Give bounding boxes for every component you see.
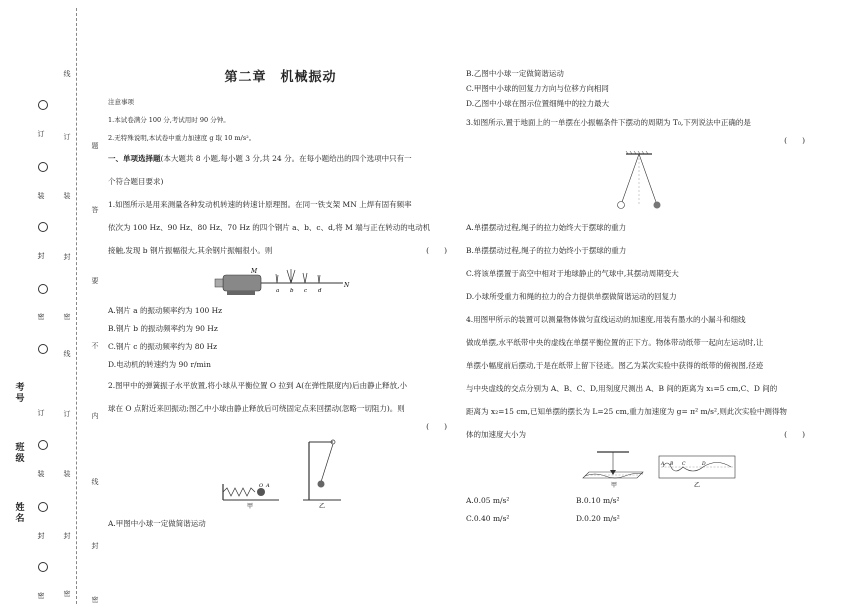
seal-side-char: 装	[37, 192, 45, 200]
q3-pendulum-figure	[604, 150, 674, 214]
section-heading-rest: (本大题共 8 小题,每小题 3 分,共 24 分。在每小题给出的四个选项中只有一	[160, 154, 412, 163]
binding-line	[76, 8, 77, 604]
seal-side-char: 封	[37, 532, 45, 540]
seal-side-char: 密	[37, 592, 45, 600]
fig-label-d: d	[317, 288, 322, 294]
q4-label-d: D	[701, 462, 706, 467]
q3-option-b: B.单摆摆动过程,绳子的拉力始终小于摆球的重力	[466, 246, 627, 255]
seal-side-char: 密	[37, 313, 45, 321]
q4-label-c: C	[681, 462, 685, 467]
q4-label-yi: 乙	[693, 482, 700, 489]
seal-side-char: 装	[37, 470, 45, 478]
q4-answer-paren: ( )	[784, 430, 805, 439]
q1-line1: 1.如图所示是用来测量各种发动机转速的转速计原理图。在同一铁支架 MN 上焊有固有频率	[108, 200, 412, 209]
q2-label-o: O	[258, 483, 263, 489]
exam-number-label: 考号	[15, 383, 25, 404]
margin-note: 答	[91, 206, 99, 214]
margin-note: 不	[91, 342, 99, 350]
seal-circle	[38, 100, 48, 110]
margin-note: 封	[91, 542, 99, 550]
q1-option-a: A.钢片 a 的振动频率约为 100 Hz	[108, 306, 223, 315]
q3-option-a: A.单摆摆动过程,绳子的拉力始终大于摆球的重力	[466, 223, 627, 232]
seal-char: 线	[63, 70, 71, 78]
q1-line3	[108, 239, 453, 262]
seal-char: 封	[63, 253, 71, 261]
section-heading-bold: 一、单项选择题	[108, 154, 161, 163]
margin-note: 内	[91, 412, 99, 420]
margin-note: 线	[91, 478, 99, 486]
q4-label-jia: 甲	[610, 482, 617, 489]
seal-char: 装	[63, 192, 71, 200]
seal-side-char: 订	[37, 130, 45, 138]
q1-line2: 依次为 100 Hz、90 Hz、80 Hz、70 Hz 的四个钢片 a、b、c、d,将 M 端与正在转动的电动机	[108, 223, 431, 232]
right-column	[466, 66, 811, 528]
seal-circle	[38, 222, 48, 232]
seal-circle	[38, 562, 48, 572]
section-heading	[108, 147, 453, 170]
q2-option-c: C.甲图中小球的回复力方向与位移方向相同	[466, 84, 609, 93]
margin-note: 密	[91, 596, 99, 604]
margin-note: 题	[91, 142, 99, 150]
q2-option-d: D.乙图中小球在图示位置细绳中的拉力最大	[466, 99, 610, 108]
seal-circle	[38, 502, 48, 512]
q3-answer-paren: ( )	[784, 136, 805, 145]
q3-line1: 3.如图所示,置于地面上的一单摆在小振幅条件下摆动的周期为 T₀,下列说法中正确的是	[466, 118, 751, 127]
seal-side-char: 订	[37, 409, 45, 417]
section-heading-line2: 个符合题目要求)	[108, 177, 164, 186]
q2-option-a: A.甲图中小球一定做简谐运动	[108, 519, 206, 528]
q2-label-a: A	[265, 483, 270, 489]
q4-line6-text: 体的加速度大小为	[466, 430, 526, 439]
q4-options	[466, 492, 811, 528]
seal-char: 密	[63, 313, 71, 321]
q3-option-c: C.将该单摆置于高空中相对于地球静止的气球中,其摆动周期变大	[466, 269, 679, 278]
margin-note: 要	[91, 277, 99, 285]
q4-line4: 与中央虚线的交点分别为 A、B、C、D,用刻度尺测出 A、B 间的距离为 x₁=5 cm,C、D 间的	[466, 384, 778, 393]
seal-char: 装	[63, 470, 71, 478]
name-label: 姓名	[15, 503, 25, 524]
q1-answer-paren: ( )	[426, 246, 447, 255]
q4-line2: 做成单摆,水平纸带中央的虚线在单摆平衡位置的正下方。物体带动纸带一起向左运动时,让	[466, 338, 764, 347]
q3-paren-line	[466, 134, 811, 148]
note-2: 2.无特殊说明,本试卷中重力加速度 g 取 10 m/s²。	[108, 134, 256, 142]
q2-label-jia: 甲	[246, 503, 253, 510]
q2-line2: 球在 O 点附近来回振动;图乙中小球由静止释放后可绕固定点来回摆动(忽略一切阻力)。则	[108, 404, 405, 413]
q1-option-b: B.钢片 b 的振动频率约为 90 Hz	[108, 324, 218, 333]
seal-char: 线	[63, 350, 71, 358]
fig-label-m: M	[250, 268, 257, 275]
seal-char: 封	[63, 532, 71, 540]
tachometer-figure	[211, 264, 351, 300]
fig-label-b: b	[289, 288, 294, 294]
seal-char: 订	[63, 133, 71, 141]
q1-option-d: D.电动机的转速约为 90 r/min	[108, 360, 211, 369]
q4-option-a: A.0.05 m/s²	[466, 496, 510, 505]
q4-option-c: C.0.40 m/s²	[466, 514, 510, 523]
q4-line5: 距离为 x₂=15 cm,已知单摆的摆长为 L=25 cm,重力加速度为 g= π² m/s²,则此次实验中测得物	[466, 407, 787, 416]
q4-line3: 单摆小幅度前后摆动,于是在纸带上留下径迹。图乙为某次实验中获得的纸带的俯视图,径迹	[466, 361, 764, 370]
seal-side-char: 封	[37, 252, 45, 260]
q3-option-d: D.小球所受重力和绳的拉力的合力提供单摆做简谐运动的回复力	[466, 292, 677, 301]
seal-circle	[38, 344, 48, 354]
seal-circle	[38, 440, 48, 450]
seal-char: 订	[63, 410, 71, 418]
q2-option-b: B.乙图中小球一定做简谐运动	[466, 69, 564, 78]
q4-label-b: B	[669, 462, 673, 467]
q2-line1: 2.图甲中的弹簧振子水平放置,将小球从平衡位置 O 拉到 A(在弹性限度内)后由静止释放,小	[108, 381, 407, 390]
fig-label-c: c	[303, 288, 307, 294]
q4-line1: 4.用图甲所示的装置可以测量物体做匀直线运动的加速度,用装有墨水的小漏斗和细线	[466, 315, 746, 324]
seal-char: 密	[63, 590, 71, 598]
q2-paren-line	[108, 420, 453, 434]
left-column	[108, 66, 453, 535]
q4-option-d: D.0.20 m/s²	[576, 514, 620, 523]
q4-option-b: B.0.10 m/s²	[576, 496, 620, 505]
q1-line3-text: 接触,发现 b 钢片振幅很大,其余钢片振幅很小。则	[108, 246, 273, 255]
q2-answer-paren: ( )	[426, 422, 447, 431]
q4-figure	[539, 448, 739, 490]
seal-circle	[38, 162, 48, 172]
class-label: 班级	[15, 443, 25, 464]
q2-label-yi: 乙	[318, 503, 325, 510]
fig-label-a: a	[275, 288, 279, 294]
note-1: 1.本试卷满分 100 分,考试用时 90 分钟。	[108, 116, 230, 124]
notes-heading: 注意事项	[108, 98, 134, 106]
seal-circle	[38, 284, 48, 294]
q1-option-c: C.钢片 c 的振动频率约为 80 Hz	[108, 342, 218, 351]
q4-line6	[466, 423, 811, 446]
chapter-title: 第二章 机械振动	[224, 70, 337, 85]
q4-label-a: A	[660, 462, 664, 467]
fig-label-n: N	[343, 282, 349, 289]
q2-figure	[211, 436, 351, 510]
